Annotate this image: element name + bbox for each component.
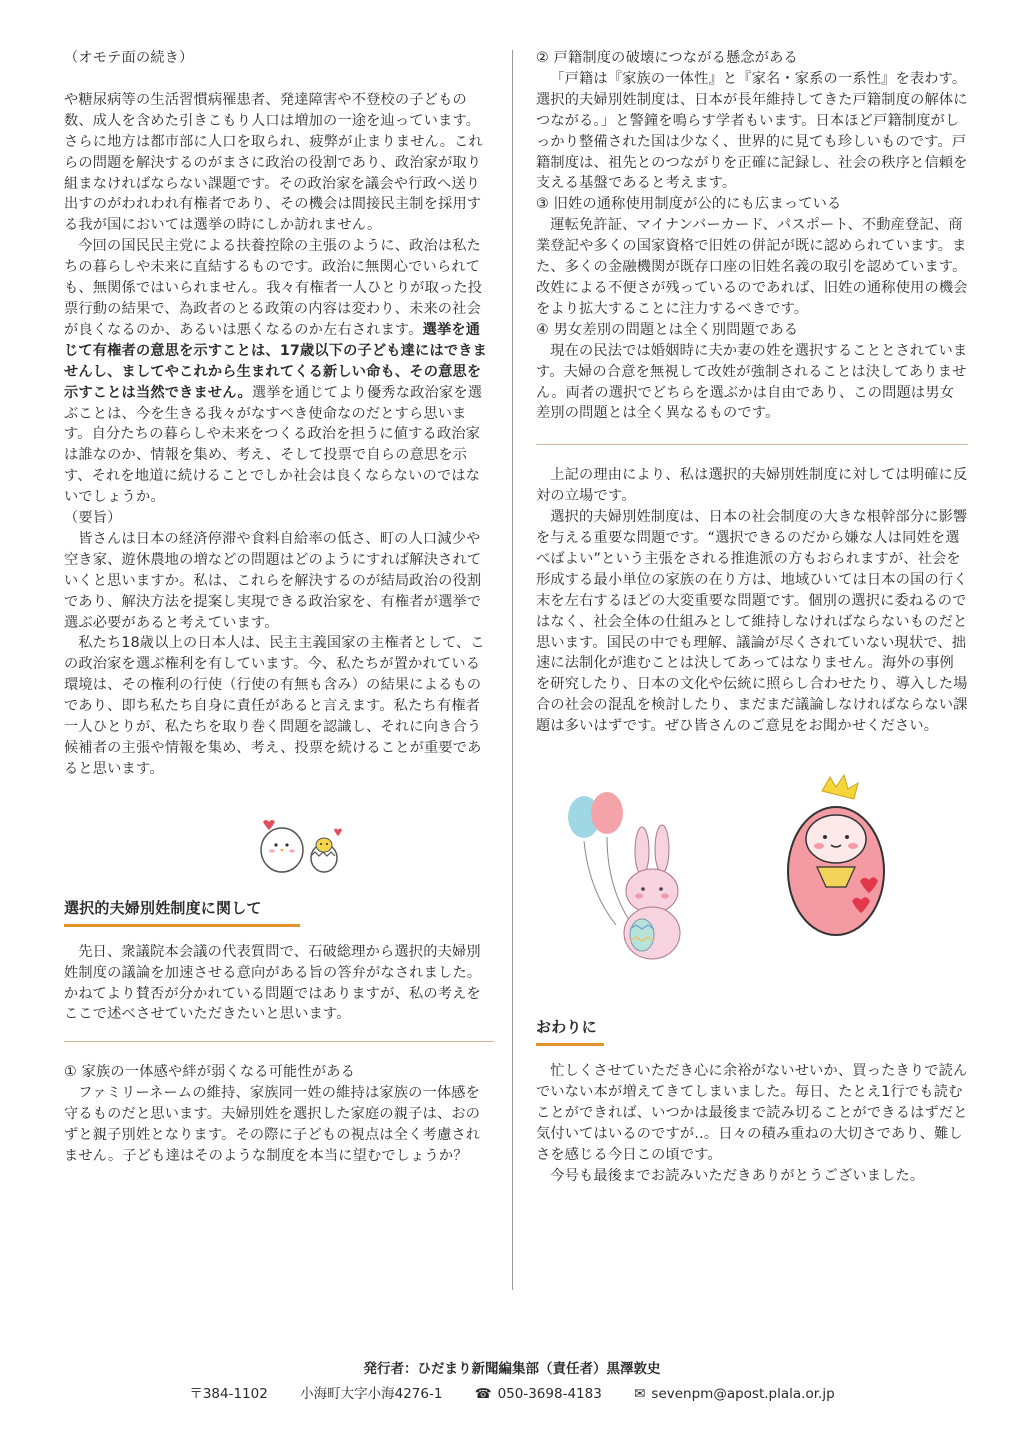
postal-code: 〒384-1102 — [189, 1386, 268, 1402]
bird-illustration-area — [64, 780, 494, 898]
paragraph-emphasis: 選挙を通じて有権者の意思を示すことは、17歳以下の子ども達にはできませんし、ましてやこれから生まれてくる新しい命も、その意思を示すことは当然できません。 — [64, 321, 487, 401]
address: 小海町大字小海4276-1 — [300, 1386, 443, 1402]
reason-heading: ③ 旧姓の通称使用制度が公的にも広まっている — [536, 196, 842, 213]
egg-character-illustration — [772, 769, 897, 944]
separator — [536, 444, 968, 445]
section-title-underline — [64, 924, 300, 927]
column-divider — [512, 50, 513, 1290]
phone-block — [475, 1386, 602, 1402]
bunny-balloons-illustration — [562, 789, 702, 964]
publisher-line: 発行者：ひだまり新聞編集部（責任者）黒澤敦史 — [363, 1361, 661, 1377]
paragraph: 私たち18歳以上の日本人は、民主主義国家の主権者として、この政治家を選ぶ権利を有しています。今、私たちが置かれている環境は、その権利の行使（行使の有無も含み）の結果によるものであり、即ち私たち自身に責任があると言えます。私たち有権者一人ひとりが、私たちを取り巻く問題を認識し、それに向き合う候補者の主張や情報を集め、考え、投票を続けることが重要であると思います。 — [64, 635, 485, 777]
paragraph: 上記の理由により、私は選択的夫婦別姓制度に対しては明確に反対の立場です。 — [536, 467, 968, 505]
closing-title: おわりに — [536, 1018, 597, 1037]
summary-heading: （要旨） — [64, 510, 122, 527]
paragraph: 忙しくさせていただき心に余裕がないせいか、買ったきりで読んでいない本が増えてきてしまいました。毎日、たとえ1行でも読むことができれば、いつかは最後まで読み切ることができるはずだと気付いてはいるのですが‥。日々の積み重ねの大切さであり、難しさを感じる今日この頃です。 — [536, 1063, 968, 1163]
reason-heading: ② 戸籍制度の破壊につながる懸念がある — [536, 50, 798, 66]
section-title-area — [64, 898, 300, 927]
phone-number: 050-3698-4183 — [497, 1386, 602, 1402]
bird-chick-illustration — [254, 800, 354, 880]
contact-line — [0, 1382, 1024, 1402]
closing-title-underline — [536, 1043, 604, 1046]
email-address: sevenpm@apost.plala.or.jp — [651, 1386, 835, 1402]
paragraph — [64, 236, 494, 508]
paragraph: や糖尿病等の生活習慣病罹患者、発達障害や不登校の子どもの数、成人を含めた引きこもり人口は増加の一途を辿っています。さらに地方は都市部に人口を取られ、疲弊が止まりません。これらの問題を解決するのがまさに政治の役割であり、政治家が取り組まなければならない課題です。その政治家を議会や行政へ送り出すのがわれわれ有権者であり、その機会は間接民主制を採用する我が国においては選挙の時にしか訪れません。 — [64, 91, 483, 234]
paragraph: 皆さんは日本の経済停滞や食料自給率の低さ、町の人口減少や空き家、遊休農地の増などの問題はどのようにすれば解決されていくと思いますか。私は、これらを解決するのが結局政治の役割であり、解決方法を提案し実現できる政治家を、有権者が選挙で選ぶ必要があると考えています。 — [64, 530, 482, 631]
paragraph: 選択的夫婦別姓制度は、日本の社会制度の大きな根幹部分に影響を与える重要な問題です。“選択できるのだから嫌な人は同姓を選べばよい”という主張をされる推進派の方もおられますが、社会を形成する最小単位の家族の在り方は、地域ひいては日本の国の行く末を左右するほどの大変重要な問題です。個別の選択に委ねるのではなく、社会全体の仕組みとして維持しなければならないものだと思います。国民の中でも理解、議論が尽くされていない現状で、拙速に法制化が進むことは決してあってはなりません。海外の事例を研究したり、日本の文化や伝統に照らし合わせたり、導入した場合の社会の混乱を検討したり、まだまだ議論しなければならない課題は多いはずです。ぜひ皆さんのご意見をお聞かせください。 — [536, 509, 968, 735]
separator — [64, 1041, 494, 1042]
phone-icon: ☎ — [474, 1386, 492, 1402]
paragraph-text: 選挙を通じてより優秀な政治家を選ぶことは、今を生きる我々がなすべき使命なのだとすら思います。自分たちの暮らしや未来をつくる政治を担うに値する政治家は誰なのか、情報を集め、考え、そして投票で自らの意思を示す、それを地道に続けることでしか社会は良くならないのではないでしょうか。 — [64, 384, 483, 506]
section-title: 選択的夫婦別姓制度に関して — [64, 898, 262, 917]
illustration-area — [536, 737, 968, 1017]
paragraph: 「戸籍は『家族の一体性』と『家名・家系の一系性』を表わす。選択的夫婦別姓制度は、日本が長年維持してきた戸籍制度の解体につながる。」と警鐘を鳴らす学者もいます。日本ほど戸籍制度がしっかり整備された国は少なく、世界的に見ても珍しいものです。戸籍制度は、祖先とのつながりを正確に記録し、社会の秩序と信頼を支える基盤であると考えます。 — [536, 70, 968, 192]
paragraph: 先日、衆議院本会議の代表質問で、石破総理から選択的夫婦別姓制度の議論を加速させる意向がある旨の答弁がなされました。かねてより賛否が分かれている問題ではありますが、私の考えをここで述べさせていただきたいと思います。 — [64, 943, 482, 1023]
paragraph-text: 今回の国民民主党による扶養控除の主張のように、政治は私たちの暮らしや未来に直結するものです。政治に無関心でいられても、無関係ではいられません。我々有権者一人ひとりが取った投票行動の結果で、為政者のとる政策の内容は変わり、未来の社会が良くなるのか、あるいは悪くなるのか左右されます。 — [64, 238, 483, 338]
continued-note: （オモテ面の続き） — [64, 50, 194, 66]
reason-heading: ① 家族の一体感や絆が弱くなる可能性がある — [64, 1064, 355, 1081]
paragraph: 今号も最後までお読みいただきありがとうございました。 — [550, 1167, 925, 1184]
paragraph: 運転免許証、マイナンバーカード、パスポート、不動産登記、商業登記や多くの国家資格で旧姓の併記が既に認められています。また、多くの金融機関が既存口座の旧姓名義の取引を認めています。改姓による不便さが残っているのであれば、旧姓の通称使用の機会をより拡大することに注力するべきです。 — [536, 217, 968, 317]
paragraph: ファミリーネームの維持、家族同一姓の維持は家族の一体感を守るものだと思います。夫婦別姓を選択した家庭の親子は、おのずと親子別姓となります。その際に子どもの視点は全く考慮されません。子ども達はそのような制度を本当に望むでしょうか？ — [64, 1085, 481, 1164]
mail-icon: ✉ — [634, 1386, 646, 1402]
reason-heading: ④ 男女差別の問題とは全く別問題である — [536, 321, 799, 338]
closing-title-area — [536, 1017, 604, 1046]
right-column — [536, 48, 968, 1186]
email-block — [634, 1386, 835, 1402]
left-column — [64, 48, 494, 1167]
paragraph: 現在の民法では婚姻時に夫か妻の姓を選択することとされています。夫婦の合意を無視して改姓が強制されることは決してありません。両者の選択でどちらを選ぶかは自由であり、この問題は男女差別の問題とは全く異なるものです。 — [536, 342, 968, 422]
